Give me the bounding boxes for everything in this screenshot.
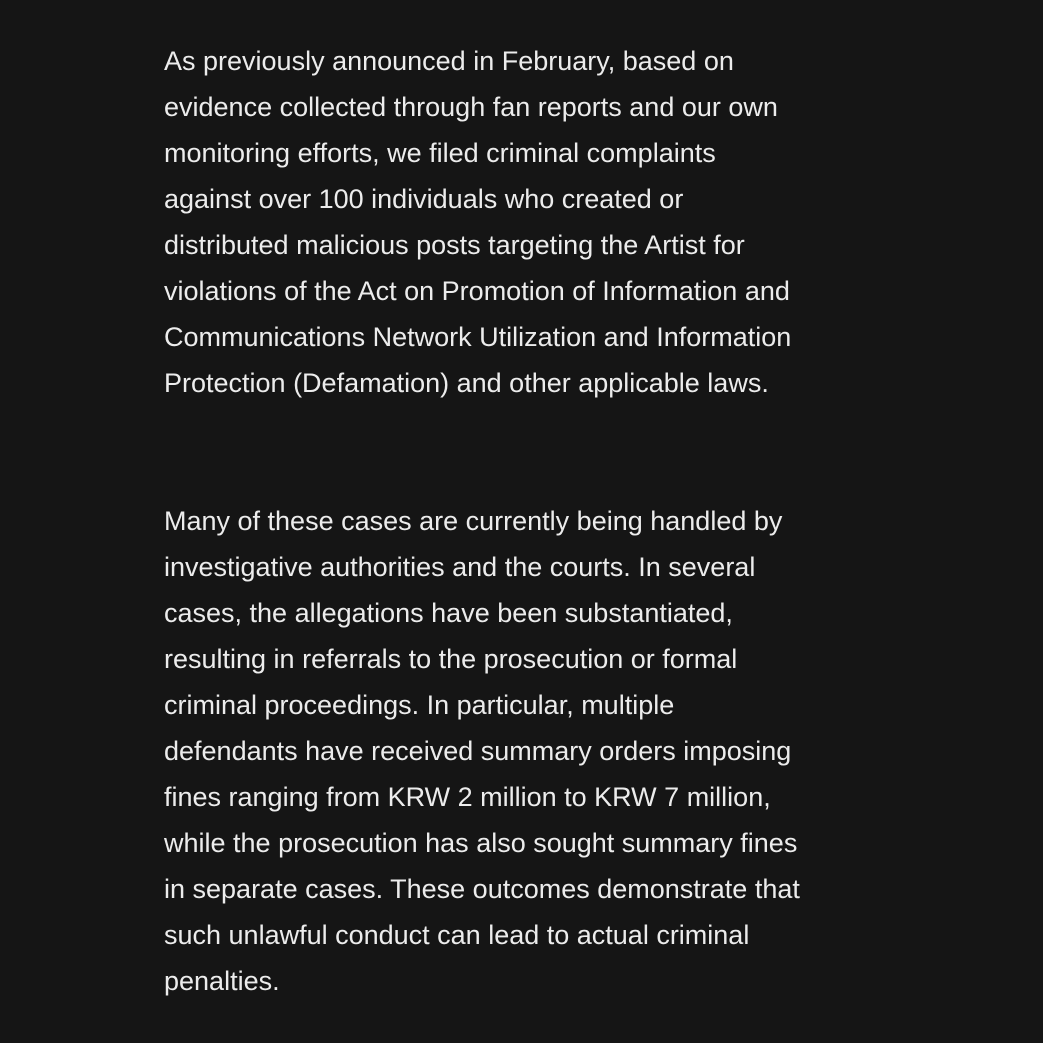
paragraph-spacer: [164, 406, 864, 498]
text-line: resulting in referrals to the prosecution or formal: [164, 644, 738, 674]
text-line: Communications Network Utilization and Information: [164, 322, 792, 352]
text-line: violations of the Act on Promotion of Information and: [164, 276, 790, 306]
text-line: such unlawful conduct can lead to actual criminal: [164, 920, 750, 950]
text-line: Protection (Defamation) and other applicable laws.: [164, 368, 769, 398]
text-line: defendants have received summary orders imposing: [164, 736, 792, 766]
text-line: penalties.: [164, 966, 280, 996]
paragraph-case-outcomes: [164, 498, 864, 1004]
text-line: against over 100 individuals who created or: [164, 184, 684, 214]
text-line: distributed malicious posts targeting the Artist for: [164, 230, 745, 260]
text-line: As previously announced in February, based on: [164, 46, 734, 76]
statement-text: [164, 38, 864, 1004]
text-line: evidence collected through fan reports and our own: [164, 92, 778, 122]
text-line: cases, the allegations have been substantiated,: [164, 598, 733, 628]
text-line: criminal proceedings. In particular, multiple: [164, 690, 675, 720]
text-line: investigative authorities and the courts. In several: [164, 552, 756, 582]
text-line: monitoring efforts, we filed criminal complaints: [164, 138, 716, 168]
text-line: in separate cases. These outcomes demonstrate that: [164, 874, 800, 904]
text-line: while the prosecution has also sought summary fines: [164, 828, 798, 858]
text-line: Many of these cases are currently being handled by: [164, 506, 783, 536]
text-line: fines ranging from KRW 2 million to KRW 7 million,: [164, 782, 771, 812]
paragraph-criminal-complaints: [164, 38, 864, 406]
